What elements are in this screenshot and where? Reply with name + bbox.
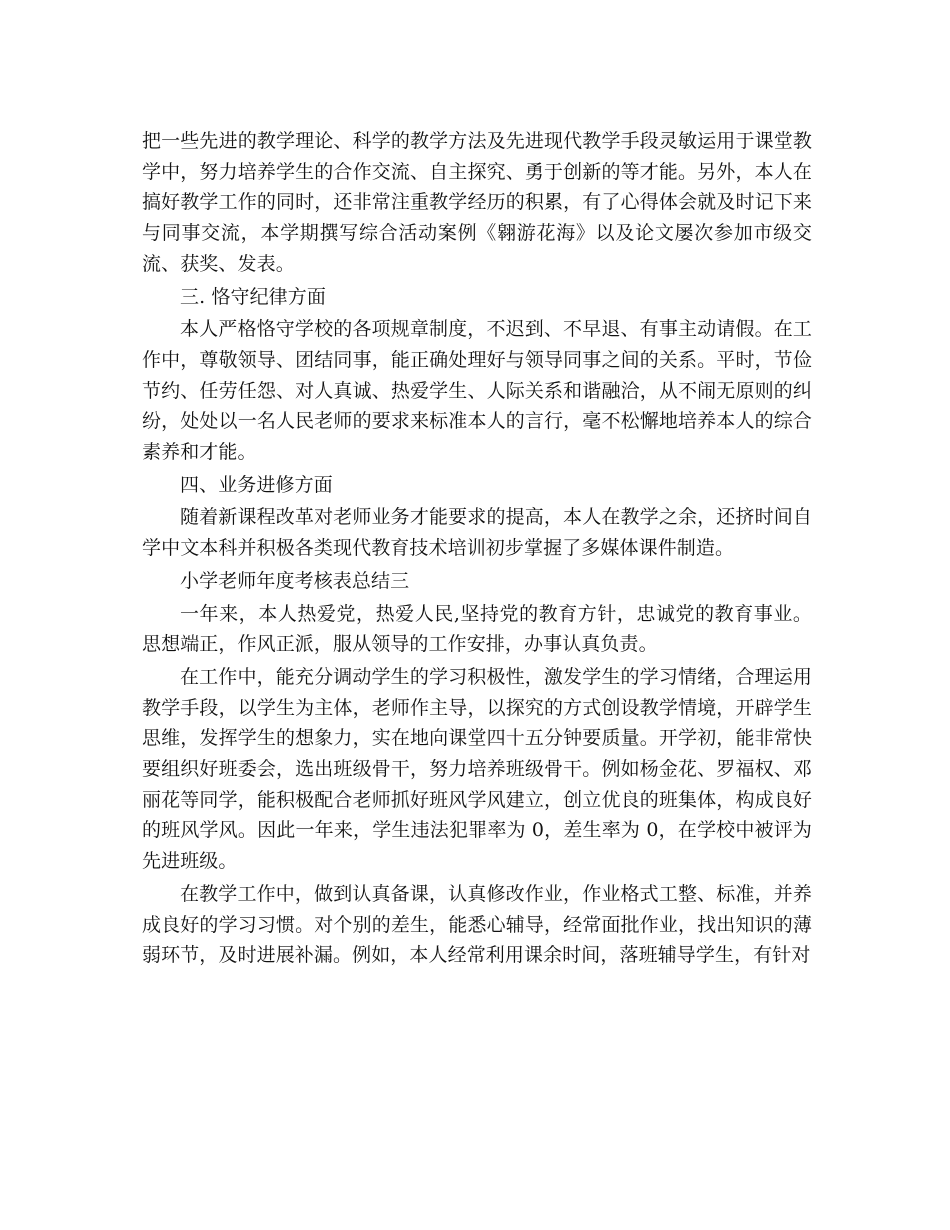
paragraph-4: 一年来，本人热爱党，热爱人民,坚持党的教育方针，忠诚党的教育事业。思想端正，作风正派，服从领导的工作安排，办事认真负责。 xyxy=(142,602,812,656)
paragraph-2: 本人严格恪守学校的各项规章制度，不迟到、不早退、有事主动请假。在工作中，尊敬领导、团结同事，能正确处理好与领导同事之间的关系。平时，节俭节约、任劳任怨、对人真诚、热爱学生、人际关系和谐融洽，从不闹无原则的纠纷，处处以一名人民老师的要求来标准本人的言行，毫不松懈地培养本人的综合素养和才能。 xyxy=(142,318,812,464)
paragraph-3: 随着新课程改革对老师业务才能要求的提高，本人在教学之余，还挤时间自学中文本科并积极各类现代教育技术培训初步掌握了多媒体课件制造。 xyxy=(142,506,812,560)
section-heading-4: 四、业务进修方面 xyxy=(180,473,333,496)
paragraph-6: 在教学工作中，做到认真备课，认真修改作业，作业格式工整、标准，并养成良好的学习习惯。对个别的差生，能悉心辅导，经常面批作业，找出知识的薄弱环节，及时进展补漏。例如，本人经常利用课余时间，落班辅导学生，有针对 xyxy=(142,882,812,967)
paragraph-1: 把一些先进的教学理论、科学的教学方法及先进现代教学手段灵敏运用于课堂教学中，努力培养学生的合作交流、自主探究、勇于创新的等才能。另外，本人在搞好教学工作的同时，还非常注重教学经历的积累，有了心得体会就及时记下来与同事交流，本学期撰写综合活动案例《翱游花海》以及论文屡次参加市级交流、获奖、发表。 xyxy=(142,130,812,275)
section-heading-summary-3: 小学老师年度考核表总结三 xyxy=(180,569,410,592)
paragraph-5: 在工作中，能充分调动学生的学习积极性，激发学生的学习情绪，合理运用教学手段，以学生为主体，老师作主导，以探究的方式创设教学情境，开辟学生思维，发挥学生的想象力，实在地向课堂四十五分钟要质量。开学初，能非常快要组织好班委会，选出班级骨干，努力培养班级骨干。例如杨金花、罗福权、邓丽花等同学，能积极配合老师抓好班风学风建立，创立优良的班集体，构成良好的班风学风。因此一年来，学生违法犯罪率为 0，差生率为 0，在学校中被评为先进班级。 xyxy=(142,665,812,873)
document-body xyxy=(142,126,812,971)
section-heading-3: 三. 恪守纪律方面 xyxy=(180,285,326,308)
